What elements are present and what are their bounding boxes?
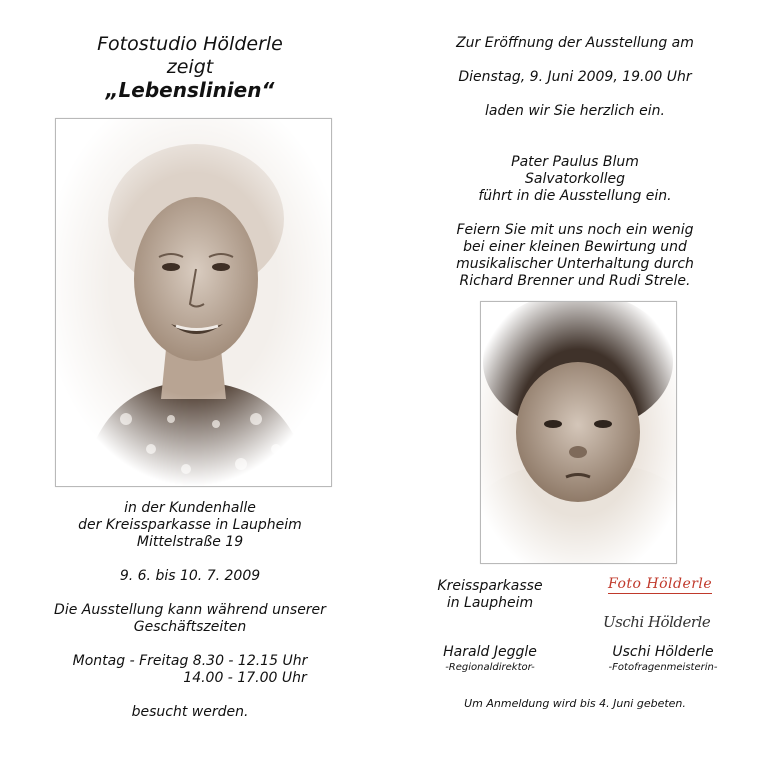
bank-name	[420, 578, 560, 612]
venue-line-3: Mittelstraße 19	[136, 534, 244, 550]
hours-intro-2: Geschäftszeiten	[133, 619, 247, 635]
host-1	[420, 644, 560, 674]
celebrate-line-3: musikalischer Unterhaltung durch	[456, 256, 694, 272]
portrait-photo	[55, 118, 332, 487]
rsvp-note: Um Anmeldung wird bis 4. Juni gebeten.	[464, 697, 686, 710]
guide-role: führt in die Ausstellung ein.	[478, 188, 672, 204]
invitation-line: laden wir Sie herzlich ein.	[485, 103, 665, 119]
logo-text: Foto Hölderle	[608, 576, 713, 592]
elderly-woman-portrait	[56, 119, 331, 486]
host-2-name: Uschi Hölderle	[612, 644, 714, 660]
baby-photo	[480, 301, 677, 564]
host-1-title: -Regionaldirektor-	[445, 662, 535, 673]
opening-line-1: Zur Eröffnung der Ausstellung am	[456, 35, 694, 51]
studio-logo	[608, 576, 718, 606]
presents-text: zeigt	[166, 56, 214, 78]
host-1-name: Harald Jeggle	[443, 644, 537, 660]
studio-name: Fotostudio Hölderle	[97, 33, 283, 55]
closing-text: besucht werden.	[131, 704, 249, 720]
opening-date: Dienstag, 9. Juni 2009, 19.00 Uhr	[458, 69, 692, 85]
bank-line-2: in Laupheim	[446, 595, 534, 611]
exhibition-dates: 9. 6. bis 10. 7. 2009	[119, 568, 261, 584]
hours-line-2: 14.00 - 17.00 Uhr	[183, 670, 307, 686]
guide-org: Salvatorkolleg	[525, 171, 625, 187]
signature-text: Uschi Hölderle	[603, 613, 711, 631]
exhibition-info	[40, 500, 340, 721]
bank-line-1: Kreissparkasse	[437, 578, 543, 594]
hours-intro-1: Die Ausstellung kann während unserer	[54, 602, 326, 618]
celebrate-line-4: Richard Brenner und Rudi Strele.	[459, 273, 691, 289]
guide-name: Pater Paulus Blum	[511, 154, 639, 170]
host-2	[583, 644, 743, 674]
hours-line-1: Montag - Freitag 8.30 - 12.15 Uhr	[72, 653, 308, 669]
newborn-portrait	[481, 302, 676, 563]
venue-line-1: in der Kundenhalle	[124, 500, 256, 516]
signature	[603, 614, 733, 638]
invitation-text	[420, 35, 730, 290]
celebrate-line-2: bei einer kleinen Bewirtung und	[463, 239, 687, 255]
exhibition-title: „Lebenslinien“	[105, 78, 275, 102]
header-block	[40, 33, 340, 102]
celebrate-line-1: Feiern Sie mit uns noch ein wenig	[456, 222, 694, 238]
venue-line-2: der Kreissparkasse in Laupheim	[78, 517, 302, 533]
host-2-title: -Fotofragenmeisterin-	[608, 662, 718, 673]
